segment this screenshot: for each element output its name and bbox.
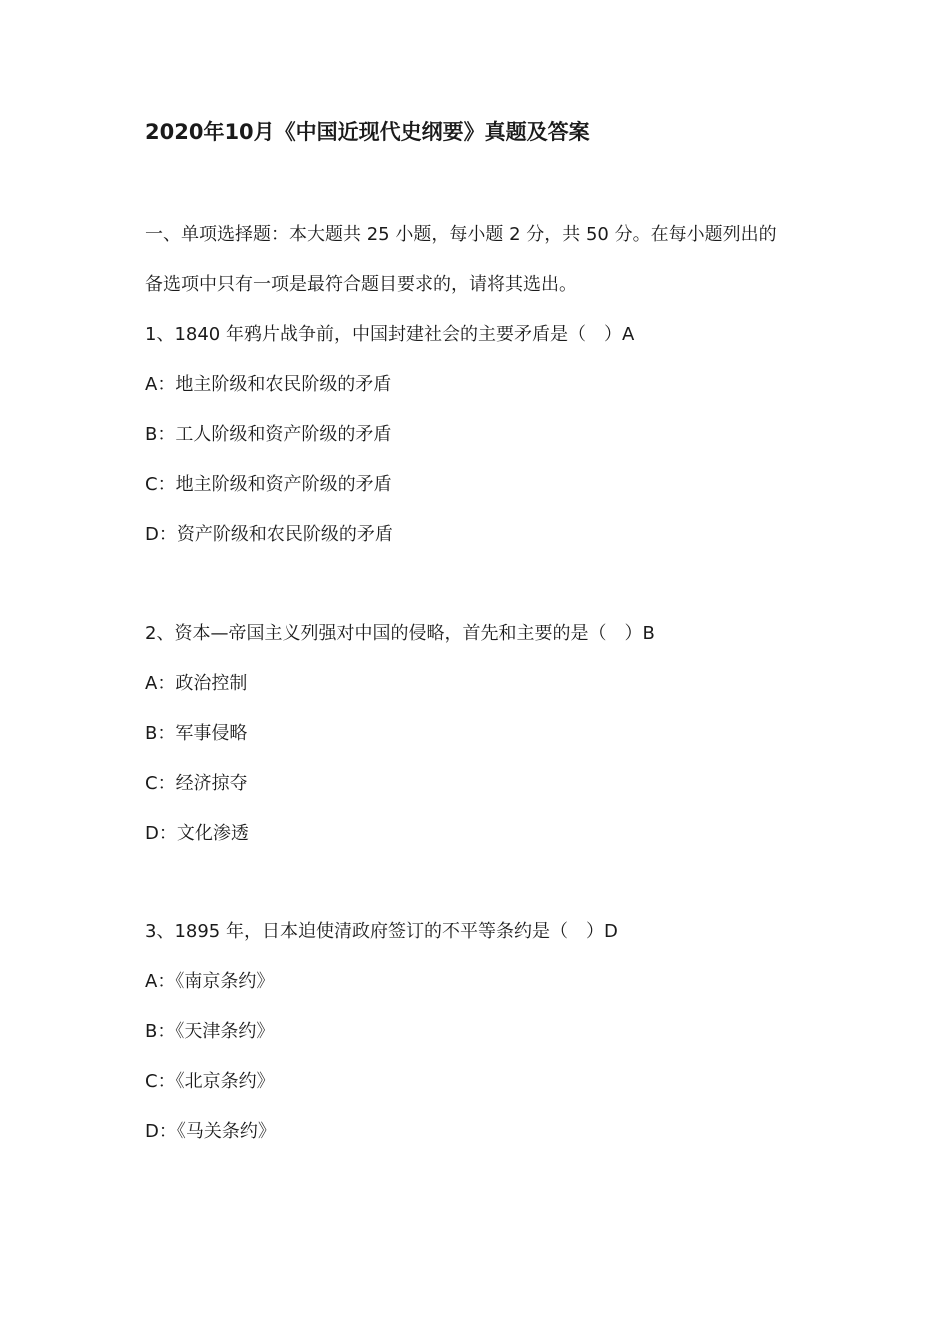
question-2-option-c: C：经济掠夺 xyxy=(145,773,248,794)
question-1-stem: 1、1840 年鸦片战争前，中国封建社会的主要矛盾是（ ）A xyxy=(145,324,635,345)
question-3-option-c: C：《北京条约》 xyxy=(145,1071,275,1092)
question-2-option-b: B：军事侵略 xyxy=(145,723,248,744)
question-1-option-c: C：地主阶级和资产阶级的矛盾 xyxy=(145,474,392,495)
question-1-option-b: B：工人阶级和资产阶级的矛盾 xyxy=(145,424,392,445)
document-title: 2020年10月《中国近现代史纲要》真题及答案 xyxy=(145,120,590,144)
question-2-stem: 2、资本—帝国主义列强对中国的侵略，首先和主要的是（ ）B xyxy=(145,623,655,644)
question-3-stem: 3、1895 年，日本迫使清政府签订的不平等条约是（ ）D xyxy=(145,921,618,942)
question-3-option-b: B：《天津条约》 xyxy=(145,1021,275,1042)
question-3-option-d: D：《马关条约》 xyxy=(145,1121,276,1142)
question-1-option-d: D：资产阶级和农民阶级的矛盾 xyxy=(145,524,393,545)
question-2-option-d: D：文化渗透 xyxy=(145,823,249,844)
section-intro-line-2: 备选项中只有一项是最符合题目要求的，请将其选出。 xyxy=(145,274,577,295)
section-intro-line-1: 一、单项选择题：本大题共 25 小题，每小题 2 分，共 50 分。在每小题列出的 xyxy=(145,224,777,245)
question-1-option-a: A：地主阶级和农民阶级的矛盾 xyxy=(145,374,392,395)
question-2-option-a: A：政治控制 xyxy=(145,673,248,694)
question-3-option-a: A：《南京条约》 xyxy=(145,971,275,992)
